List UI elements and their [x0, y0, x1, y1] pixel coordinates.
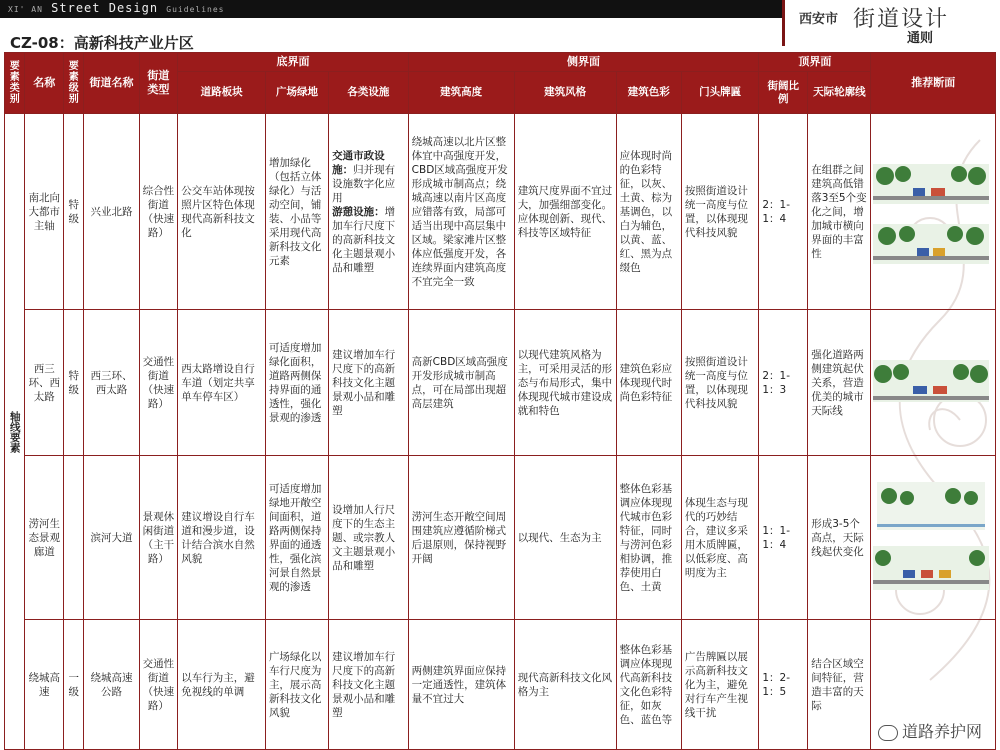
street-design-table [4, 52, 996, 750]
group-header-row [5, 53, 996, 72]
brand-block [782, 0, 1000, 46]
row-bldg-color: 应体现时尚的色彩特征，以灰、土黄、棕为基调色，以白为辅色，以黄、蓝、红、黑为点缀色 [616, 114, 681, 310]
row-street-type: 综合性街道（快速路） [139, 114, 178, 310]
row-bldg-style: 以现代、生态为主 [514, 456, 616, 620]
table-row [5, 456, 996, 620]
col-bldg-style: 建筑风格 [514, 72, 616, 114]
street-section-image [873, 476, 989, 596]
brand-title: 街道设计 [853, 7, 950, 32]
row-bldg-color: 整体色彩基调应体现现代城市色彩特征，同时与涝河色彩相协调，推荐使用白色、土黄 [616, 456, 681, 620]
row-bldg-style: 以现代建筑风格为主，可采用灵活的形态与布局形式，集中体现现代城市建设成就和特色 [514, 310, 616, 456]
row-skyline: 强化道路两侧建筑起伏关系，营造优美的城市天际线 [808, 310, 871, 456]
row-facilities: 建议增加车行尺度下的高新科技文化主题景观小品和雕塑 [329, 310, 409, 456]
row-street-type: 交通性街道（快速路） [139, 620, 178, 750]
row-level: 一级 [64, 620, 84, 750]
col-name: 名称 [25, 53, 64, 114]
row-plaza-green: 广场绿化以车行尺度为主，展示高新科技文化风貌 [265, 620, 328, 750]
row-bldg-color: 整体色彩基调应体现现代高新科技文化色彩特征，如灰色、蓝色等 [616, 620, 681, 750]
section-thumbnail [871, 456, 996, 620]
street-section-image [873, 150, 989, 270]
facilities-lead-1: 交通市政设施： [332, 149, 385, 176]
facilities-lead-2: 游憩设施： [332, 205, 385, 218]
row-road-block: 西太路增设自行车道（划定共享单车停车区） [178, 310, 266, 456]
row-road-block: 公交车站体现按照片区特色体现现代高新科技文化 [178, 114, 266, 310]
section-thumbnail [871, 310, 996, 456]
row-skyline: 形成3-5个高点，天际线起伏变化 [808, 456, 871, 620]
row-signage: 广告牌匾以展示高新科技文化为主，避免对行车产生视线干扰 [681, 620, 758, 750]
row-bldg-height: 涝河生态开敞空间周围建筑应遵循阶梯式后退原则，保持视野开阔 [408, 456, 514, 620]
row-plaza-green: 可适度增加绿化面积，道路两侧保持界面的通透性，强化景观的渗透 [265, 310, 328, 456]
group-side: 侧界面 [408, 53, 759, 72]
row-street-name: 西三环、西太路 [84, 310, 139, 456]
col-level: 要素级别 [64, 53, 84, 114]
brand-subtitle: 通则 [907, 31, 934, 46]
row-signage: 按照街道设计统一高度与位置，以体现现代科技风貌 [681, 310, 758, 456]
col-section: 推荐断面 [871, 53, 996, 114]
row-signage: 按照街道设计统一高度与位置，以体现现代科技风貌 [681, 114, 758, 310]
row-facilities: 建议增加车行尺度下的高新科技文化主题景观小品和雕塑 [329, 620, 409, 750]
row-bldg-color: 建筑色彩应体现现代时尚色彩特征 [616, 310, 681, 456]
row-road-block: 以车行为主，避免视线的单调 [178, 620, 266, 750]
col-bldg-color: 建筑色彩 [616, 72, 681, 114]
row-bldg-height: 高新CBD区域高强度开发形成城市制高点，可在局部出现超高层建筑 [408, 310, 514, 456]
page-title: CZ-08：高新科技产业片区 [10, 34, 194, 52]
facilities-text-2: 增加车行尺度下的高新科技文化主题景观小品和雕塑 [332, 205, 396, 274]
row-skyline: 结合区域空间特征，营造丰富的天际 [808, 620, 871, 750]
table-row [5, 620, 996, 750]
row-ratio: 1：2-1：5 [759, 620, 808, 750]
row-level: 特级 [64, 114, 84, 310]
row-ratio: 2：1-1：3 [759, 310, 808, 456]
row-level: 特级 [64, 310, 84, 456]
row-street-name: 绕城高速公路 [84, 620, 139, 750]
row-name: 涝河生态景观廊道 [25, 456, 64, 620]
section-thumbnail [871, 114, 996, 310]
row-street-name: 滨河大道 [84, 456, 139, 620]
col-plaza-green: 广场绿地 [265, 72, 328, 114]
col-element-type: 要素类别 [5, 53, 25, 114]
row-plaza-green: 增加绿化（包括立体绿化）与活动空间，铺装、小品等采用现代高新科技文化元素 [265, 114, 328, 310]
category-label: 轴线要素 [5, 114, 25, 750]
row-facilities: 设增加人行尺度下的生态主题、或宗教人文主题景观小品和雕塑 [329, 456, 409, 620]
row-name: 南北向大都市主轴 [25, 114, 64, 310]
col-road-block: 道路板块 [178, 72, 266, 114]
table-row [5, 310, 996, 456]
row-street-name: 兴业北路 [84, 114, 139, 310]
row-facilities [329, 114, 409, 310]
brand-city: 西安市 [799, 12, 839, 27]
col-facilities: 各类设施 [329, 72, 409, 114]
row-name: 绕城高速 [25, 620, 64, 750]
wechat-icon [878, 725, 898, 741]
col-signage: 门头牌匾 [681, 72, 758, 114]
row-bldg-style: 现代高新科技文化风格为主 [514, 620, 616, 750]
row-ratio: 1：1-1：4 [759, 456, 808, 620]
col-street-name: 街道名称 [84, 53, 139, 114]
row-ratio: 2：1-1：4 [759, 114, 808, 310]
group-top: 顶界面 [759, 53, 871, 72]
row-name: 西三环、西太路 [25, 310, 64, 456]
row-bldg-style: 建筑尺度界面不宜过大，加强细部变化。应体现创新、现代、科技等区域特征 [514, 114, 616, 310]
facilities-text-1: 归并现有设施数字化应用 [332, 163, 396, 204]
row-plaza-green: 可适度增加绿地开敞空间面积，道路两侧保持界面的通透性，强化滨河景自然景观的渗透 [265, 456, 328, 620]
row-signage: 体现生态与现代的巧妙结合，建议多采用木质牌匾，以低彩度、高明度为主 [681, 456, 758, 620]
table-row [5, 114, 996, 310]
watermark: 道路养护网 [872, 717, 988, 744]
row-road-block: 建议增设自行车道和漫步道，设计结合滨水自然风貌 [178, 456, 266, 620]
guideline-label: XI' AN Street Design Guidelines [8, 1, 225, 15]
row-bldg-height: 两侧建筑界面应保持一定通透性，建筑体量不宜过大 [408, 620, 514, 750]
row-level [64, 456, 84, 620]
row-skyline: 在组群之间建筑高低错落3至5个变化之间，增加城市横向界面的丰富性 [808, 114, 871, 310]
col-skyline: 天际轮廓线 [808, 72, 871, 114]
row-bldg-height: 绕城高速以北片区整体宜中高强度开发，CBD区域高强度开发形成城市制高点；绕城高速以南片区高度应错落有致，局部可适当出现中高层集中区域。梁家滩片区整体应低强度开发，各连续界面内建筑高度不宜完全一致 [408, 114, 514, 310]
street-section-image [873, 356, 989, 406]
row-street-type: 交通性街道（快速路） [139, 310, 178, 456]
col-street-type: 街道类型 [139, 53, 178, 114]
col-bldg-height: 建筑高度 [408, 72, 514, 114]
row-street-type: 景观休闲街道（主干路） [139, 456, 178, 620]
group-bottom: 底界面 [178, 53, 408, 72]
col-ratio: 街阔比例 [759, 72, 808, 114]
